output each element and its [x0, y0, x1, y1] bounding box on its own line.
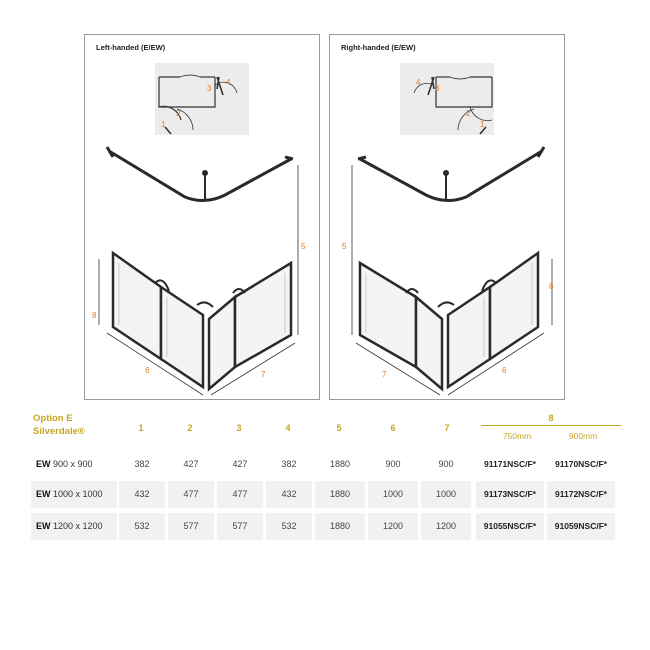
- col-header-2: 2: [187, 423, 193, 433]
- left-curtain-rail: [107, 147, 293, 201]
- value-cell: 1880: [329, 459, 351, 469]
- door-label-1: 1: [480, 120, 485, 129]
- door-label-2: 2: [176, 109, 181, 118]
- dim-label-6: 6: [502, 366, 507, 375]
- value-cell: 382: [134, 459, 150, 469]
- dim-label-7: 7: [261, 370, 266, 379]
- value-cell: 1880: [315, 481, 365, 508]
- value-cell: 477: [168, 481, 214, 508]
- door-label-4: 4: [226, 78, 231, 87]
- table-row: [31, 513, 616, 540]
- value-cell: 382: [281, 459, 297, 469]
- value-cell: 900: [438, 459, 454, 469]
- value-cell: 1200: [421, 513, 471, 540]
- col-header-8: 8: [548, 413, 554, 423]
- value-cell: 432: [266, 481, 312, 508]
- left-screen-panels: [113, 253, 291, 389]
- col8-divider: [481, 425, 621, 426]
- col-header-3: 3: [236, 423, 242, 433]
- door-label-2: 2: [466, 109, 471, 118]
- model-cell: 91059NSC/F*: [547, 513, 615, 540]
- right-curtain-rail: [358, 147, 544, 201]
- door-label-1: 1: [161, 120, 166, 129]
- table-row: [31, 481, 616, 508]
- dim-label-5: 5: [301, 242, 306, 251]
- value-cell: 532: [119, 513, 165, 540]
- left-handed-diagram: [85, 35, 321, 401]
- table-row: [31, 451, 616, 478]
- value-cell: 900: [385, 459, 401, 469]
- value-cell: 1200: [368, 513, 418, 540]
- model-cell: 91055NSC/F*: [476, 513, 544, 540]
- value-cell: 432: [119, 481, 165, 508]
- value-cell: 1000: [421, 481, 471, 508]
- value-cell: 1000: [368, 481, 418, 508]
- value-cell: 477: [217, 481, 263, 508]
- dim-label-5: 5: [342, 242, 347, 251]
- dim-label-8: 8: [549, 282, 554, 291]
- col-header-1: 1: [138, 423, 144, 433]
- model-cell: 91172NSC/F*: [547, 481, 615, 508]
- value-cell: 577: [168, 513, 214, 540]
- size-cell: EW 1200 x 1200: [31, 513, 117, 540]
- right-screen-panels: [360, 253, 538, 389]
- dim-label-7: 7: [382, 370, 387, 379]
- value-cell: 427: [232, 459, 248, 469]
- right-handed-diagram: [330, 35, 566, 401]
- option-title: [33, 412, 85, 438]
- right-handed-panel: [329, 34, 565, 400]
- col-header-4: 4: [285, 423, 291, 433]
- value-cell: 577: [217, 513, 263, 540]
- option-range: Silverdale®: [33, 426, 85, 437]
- col8-sub-900: 900mm: [568, 431, 598, 441]
- right-panel-title: Right-handed (E/EW): [341, 43, 416, 52]
- plan-view-background: [155, 63, 249, 135]
- value-cell: 532: [266, 513, 312, 540]
- col-header-6: 6: [390, 423, 396, 433]
- col-header-5: 5: [336, 423, 342, 433]
- size-cell: EW 900 x 900: [36, 459, 93, 469]
- door-label-3: 3: [207, 84, 212, 93]
- model-cell: 91173NSC/F*: [476, 481, 544, 508]
- door-label-4: 4: [416, 78, 421, 87]
- dim-label-8: 8: [92, 311, 97, 320]
- door-label-3: 3: [435, 84, 440, 93]
- left-handed-panel: [84, 34, 320, 400]
- option-name: Option E: [33, 413, 73, 424]
- model-cell: 91170NSC/F*: [555, 459, 607, 469]
- col8-sub-750: 750mm: [502, 431, 532, 441]
- size-cell: EW 1000 x 1000: [31, 481, 117, 508]
- col-header-7: 7: [444, 423, 450, 433]
- value-cell: 427: [183, 459, 199, 469]
- dim-label-6: 6: [145, 366, 150, 375]
- model-cell: 91171NSC/F*: [484, 459, 536, 469]
- left-panel-title: Left-handed (E/EW): [96, 43, 166, 52]
- value-cell: 1880: [315, 513, 365, 540]
